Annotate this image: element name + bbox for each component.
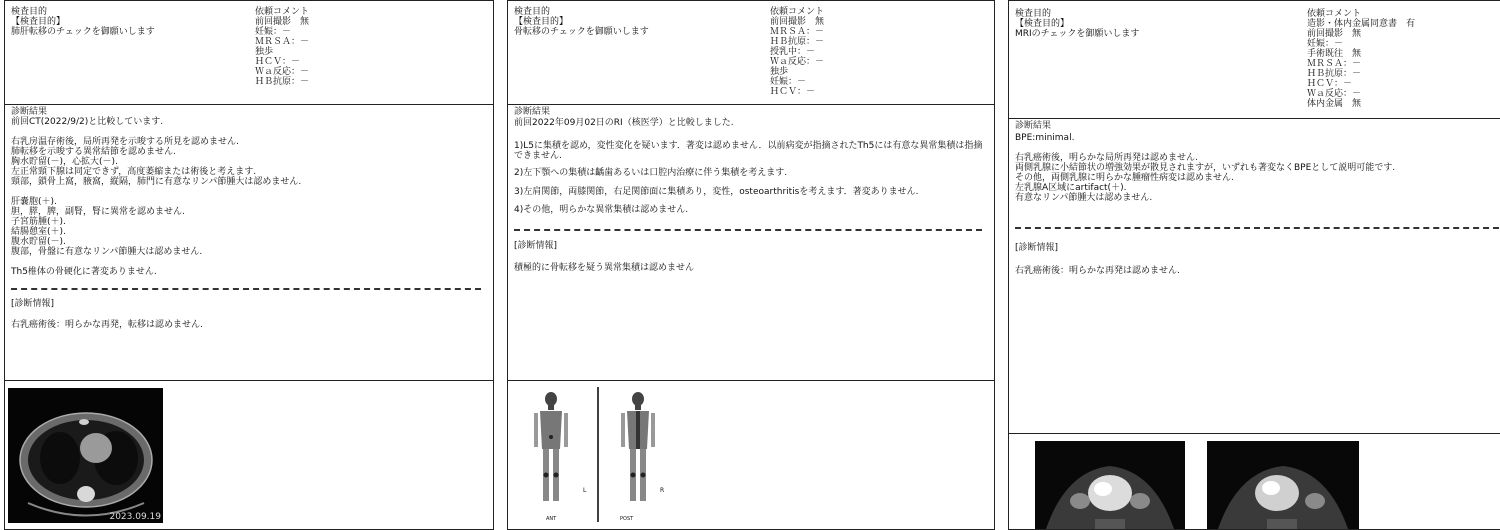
separator-line [1015,227,1499,229]
diagnosis-line: 前回CT(2022/9/2)と比較しています. [11,117,164,127]
diagnosis-line: 腹水貯留(－). [11,237,66,247]
diagnosis-intro: 前回2022年09月02日のRI（核医学）と比較しました. [514,118,734,128]
diagnosis-item-3: 3)左肩関節，両膝関節，右足関節面に集積あり，変性，osteoarthritisを考えます．著変ありません. [514,187,919,197]
diagnosis-item-4: 4)その他，明らかな異常集積は認めません. [514,205,689,215]
diagnosis-line: 結腸憩室(＋). [11,227,66,237]
image-section [508,380,994,530]
report-ct [4,0,494,530]
purpose-label: 検査目的 [11,7,48,17]
comment-item: 体内金属 無 [1307,99,1362,109]
purpose-text: MRIのチェックを御願いします [1015,29,1140,39]
diagnosis-line [11,127,301,137]
separator-line [11,288,481,290]
purpose-label: 検査目的 [514,7,551,17]
diagnosis-line: BPE:minimal. [1015,133,1075,143]
diagnosis-label: 診断結果 [514,107,551,117]
comment-item: ＨＢ抗原：－ [770,37,825,47]
scan-label-ant: ANT [546,516,557,522]
diagnosis-line: 右乳房温存術後，局所再発を示唆する所見を認めません. [11,137,239,147]
image-section [1009,433,1500,530]
comment-item: 造影・体内金属同意書 有 [1307,19,1416,29]
comment-item: 妊娠：－ [1307,39,1344,49]
comment-item: ＨＢ抗原：－ [255,77,310,87]
diagnosis-line: 肝嚢胞(＋). [11,197,57,207]
comment-item: ＨＢ抗原：－ [1307,69,1362,79]
comment-item: ＭＲＳＡ：－ [770,27,825,37]
diagnosis-line: 右乳癌術後，明らかな局所再発は認めません. [1015,153,1198,163]
comment-item: 前回撮影 無 [1307,29,1362,39]
comment-item: 授乳中：－ [770,47,816,57]
comment-item: ＭＲＳＡ：－ [255,37,310,47]
purpose-text: 骨転移のチェックを御願いします [514,27,649,37]
diagnosis-line: 胸水貯留(－)，心拡大(－). [11,157,118,167]
comment-label: 依頼コメント [1307,9,1362,19]
diagnosis-label: 診断結果 [11,107,48,117]
diagnosis-text [1015,133,1395,203]
info-text: 右乳癌術後：明らかな再発，転移は認めません. [11,320,203,330]
info-label: [診断情報] [11,299,55,309]
comment-list [1307,19,1415,109]
anterior-figure [534,392,568,501]
comment-item: Ｗａ反応：－ [770,57,825,67]
diagnosis-line: 頸部，鎖骨上窩，腋窩，縦隔，肺門に有意なリンパ節腫大は認めません. [11,177,302,187]
comment-label: 依頼コメント [255,7,310,17]
comment-item: ＨＣＶ：－ [770,87,816,97]
scan-label-post: POST [620,516,634,522]
comment-list [770,17,824,97]
diagnosis-line [11,187,301,197]
comment-item: 妊娠：－ [255,27,292,37]
diagnosis-line: その他，両側乳腺に明らかな腫瘤性病変は認めません. [1015,173,1234,183]
diagnosis-line: 子宮筋腫(＋). [11,217,66,227]
comment-item: 前回撮影 無 [770,17,825,27]
comment-item: 手術既往 無 [1307,49,1362,59]
diagnosis-text [11,117,301,277]
diagnosis-line: 腹部，骨盤に有意なリンパ節腫大は認めません. [11,247,203,257]
comment-item: Ｗａ反応：－ [1307,89,1362,99]
side-label-left: L [583,487,587,494]
comment-item: 前回撮影 無 [255,17,310,27]
ct-chest-slice [8,388,163,523]
purpose-text: 肺肝転移のチェックを御願いします [11,27,155,37]
diagnosis-line: 左乳腺A区域にartifact(＋). [1015,183,1127,193]
diagnosis-line [1015,143,1395,153]
comment-list [255,17,309,87]
comment-item: ＨＣＶ：－ [255,57,301,67]
image-date: 2023.09.19 [109,512,161,522]
comment-item: 独歩 [255,47,274,57]
diagnosis-line: 有意なリンパ節腫大は認めません. [1015,193,1153,203]
purpose-label: 検査目的 [1015,9,1052,19]
diagnosis-item-2: 2)左下顎への集積は齲歯あるいは口腔内治療に伴う集積を考えます. [514,168,788,178]
report-mri [1008,0,1500,530]
image-section [5,380,493,530]
diagnosis-line: 胆，膵，脾，副腎，腎に異常を認めません. [11,207,185,217]
purpose-tag: 【検査目的】 [11,17,66,27]
header-section [5,1,493,104]
header-section [508,1,994,104]
info-text: 積極的に骨転移を疑う異常集積は認めません [514,263,695,273]
comment-label: 依頼コメント [770,7,825,17]
mri-image-1 [1035,441,1185,530]
diagnosis-line: 両側乳腺に小結節状の増強効果が散見されますが，いずれも著変なくBPEとして説明可能です. [1015,163,1396,173]
mri-image-2 [1207,441,1359,530]
info-text: 右乳癌術後：明らかな再発は認めません. [1015,266,1180,276]
comment-item: Ｗａ反応：－ [255,67,310,77]
header-section [1009,1,1500,118]
info-label: [診断情報] [514,241,558,251]
purpose-tag: 【検査目的】 [514,17,569,27]
comment-item: ＨＣＶ：－ [1307,79,1353,89]
diagnosis-section [508,104,994,380]
diagnosis-section [5,104,493,380]
info-label: [診断情報] [1015,243,1059,253]
ct-image [8,388,163,523]
posterior-figure [621,392,655,501]
comment-item: 独歩 [770,67,789,77]
comment-item: 妊娠：－ [770,77,807,87]
diagnosis-line [11,257,301,267]
diagnosis-section [1009,118,1500,433]
comment-item: ＭＲＳＡ：－ [1307,59,1362,69]
diagnosis-label: 診断結果 [1015,121,1052,131]
diagnosis-line: 左正常頸下腺は同定できず，高度萎縮または術後と考えます. [11,167,257,177]
diagnosis-line: 肺転移を示唆する異常結節を認めません. [11,147,176,157]
separator-line [514,229,982,231]
purpose-tag: 【検査目的】 [1015,19,1070,29]
report-bone-scan [507,0,995,530]
diagnosis-line: Th5椎体の骨硬化に著変ありません. [11,267,157,277]
diagnosis-item-1: 1)L5に集積を認め，変性変化を疑います．著変は認めません．以前病変が指摘されたTh5には有意な異常集積は指摘できません. [514,141,983,161]
side-label-right: R [660,487,665,494]
bone-scan-image [526,387,686,527]
